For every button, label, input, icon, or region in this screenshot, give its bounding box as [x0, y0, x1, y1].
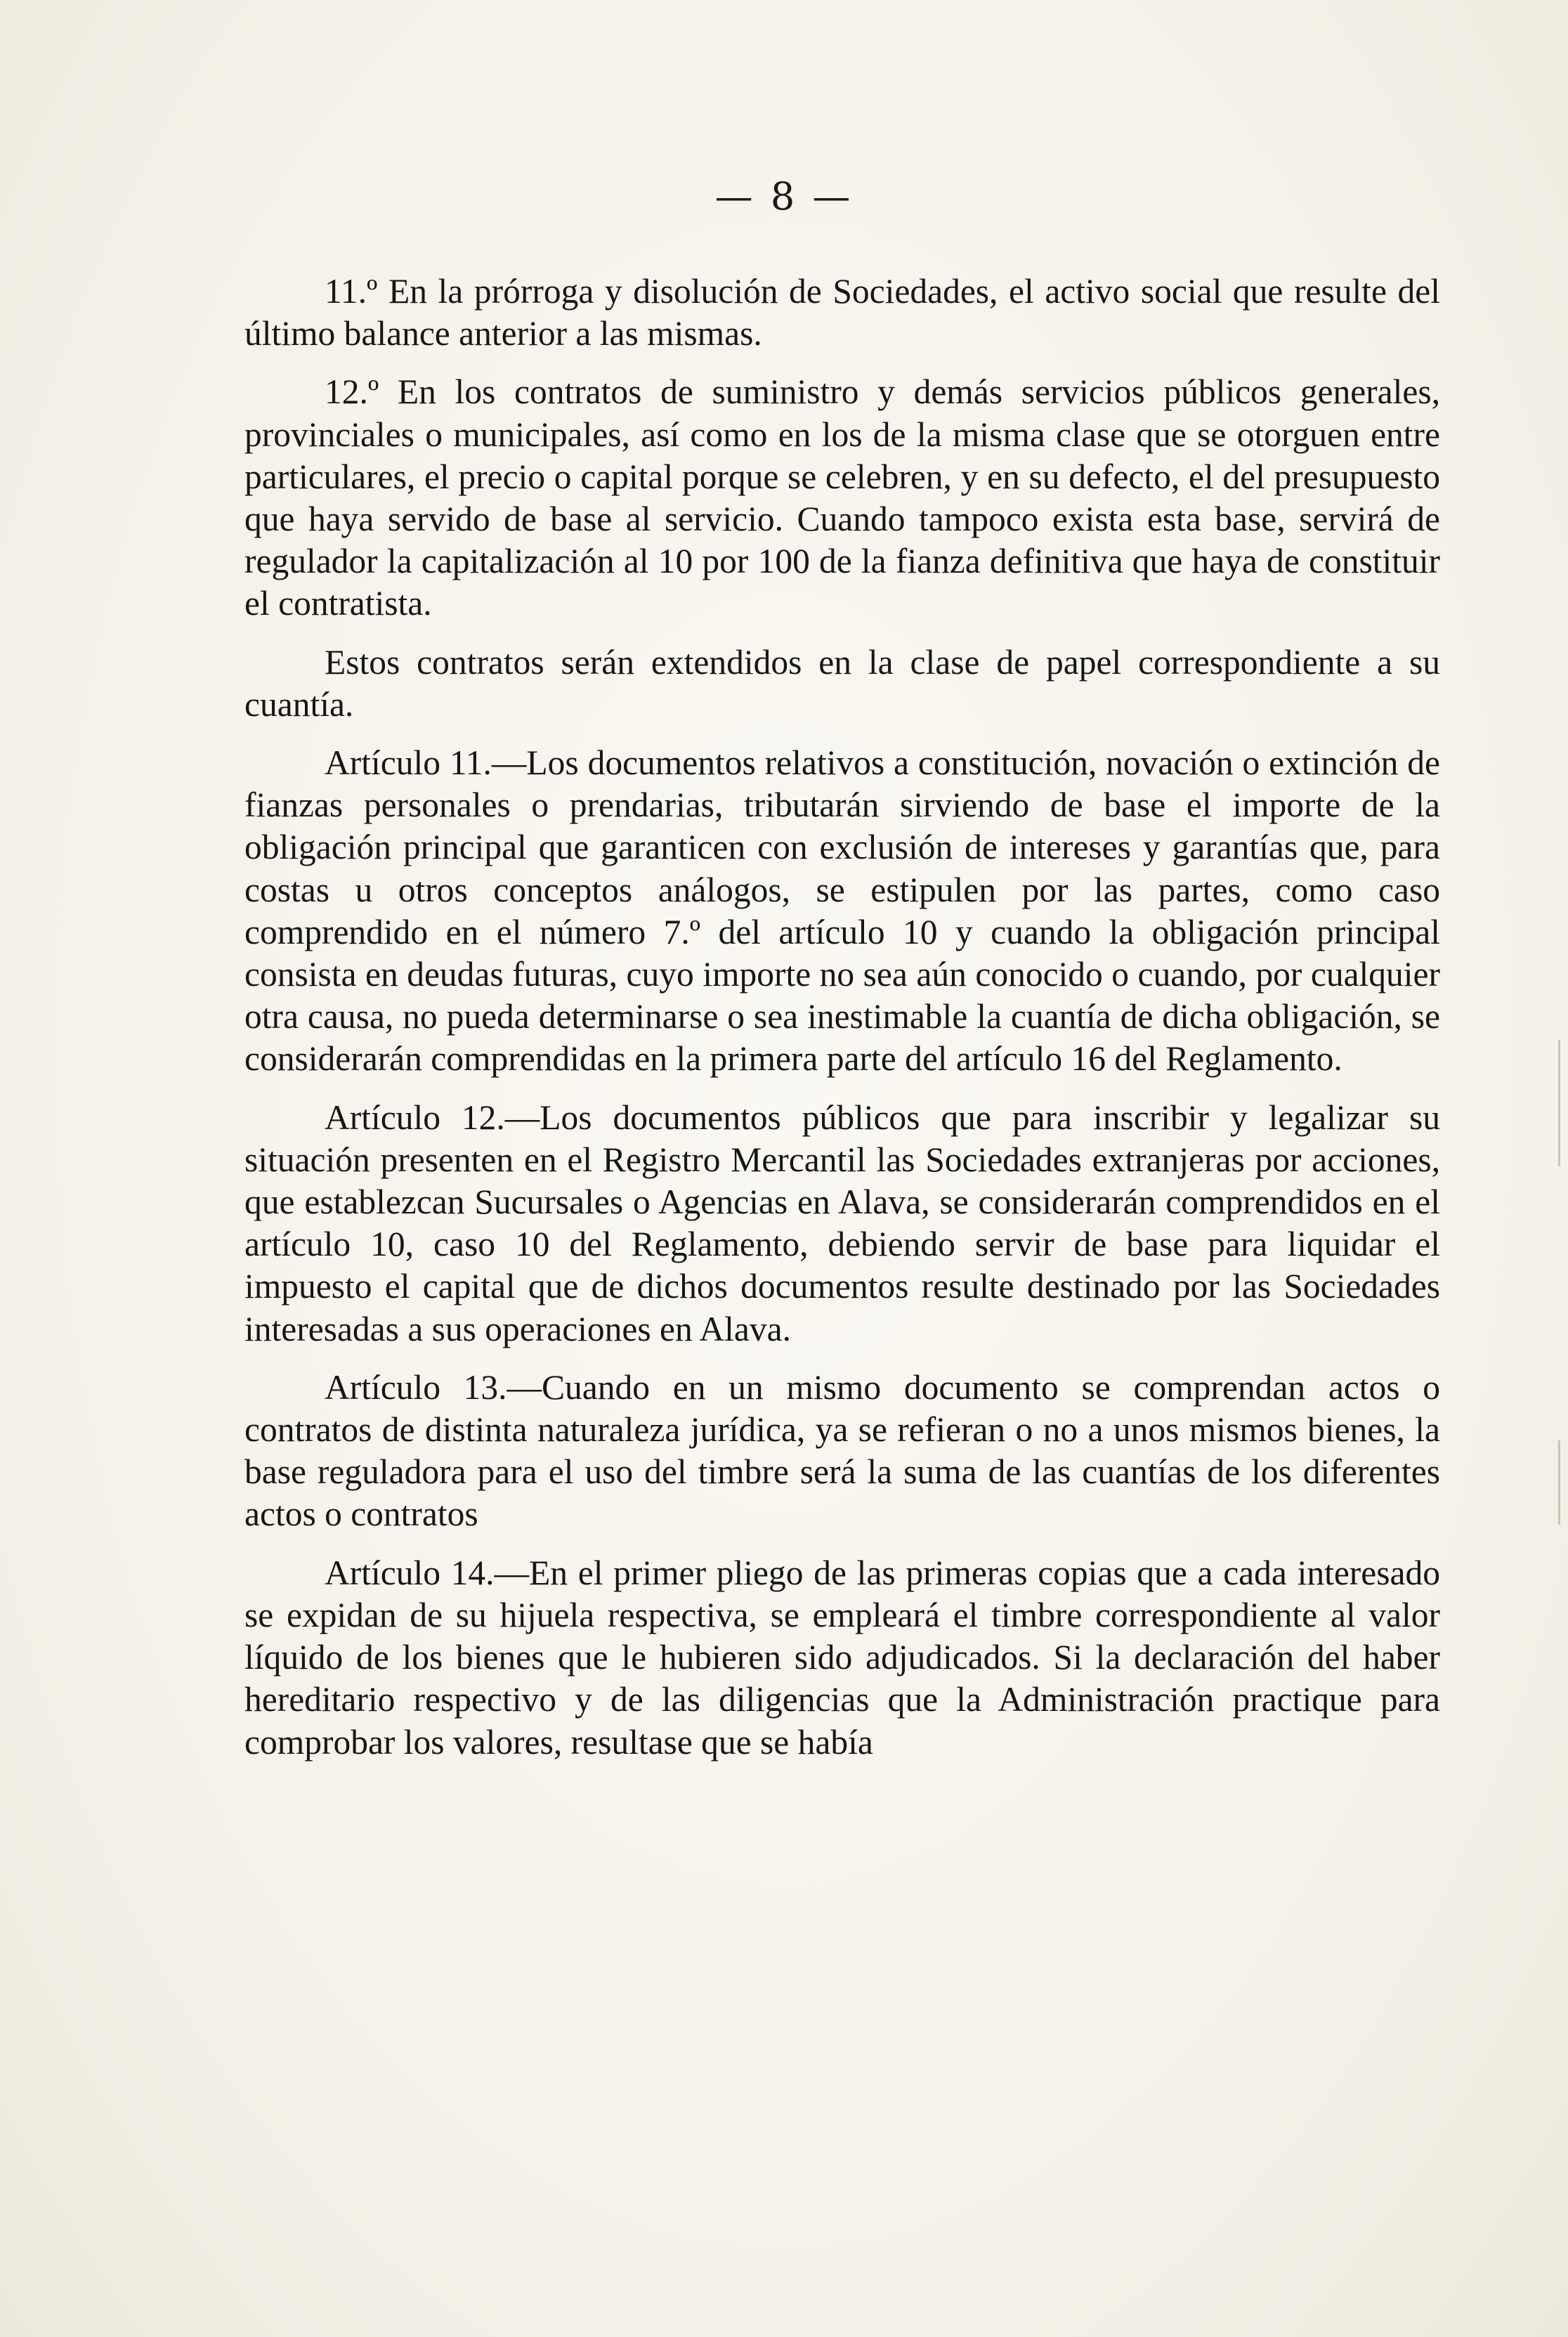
- page-edge-shadow: [1558, 1040, 1560, 1166]
- paragraph-11: 11.º En la prórroga y disolución de Sociedades, el activo social que resulte del último balance anterior a las mismas.: [244, 272, 1440, 353]
- paragraph-articulo-13: Artículo 13.—Cuando en un mismo documento se comprendan actos o contratos de distinta naturaleza jurídica, ya se refieran o no a unos mismos bienes, la base reguladora para el uso del timbre será la suma de las cuantías de los diferentes actos o contratos: [244, 1367, 1440, 1534]
- paragraph-contratos-papel: Estos contratos serán extendidos en la clase de papel correspondiente a su cuantía.: [244, 642, 1440, 724]
- paragraph-12: 12.º En los contratos de suministro y demás servicios públicos generales, provinciales o municipales, así como en los de la misma clase que se otorguen entre particulares, el precio o capital porque se celebren, y en su defecto, el del presupuesto que haya servido de base al servicio. Cuando tampoco exista esta base, servirá de regulador la capitalización al 10 por 100 de la fianza definitiva que haya de constituir el contratista.: [244, 372, 1440, 623]
- page-number: — 8 —: [714, 174, 854, 219]
- body-text: [244, 271, 1440, 1764]
- paragraph-articulo-14: Artículo 14.—En el primer pliego de las primeras copias que a cada interesado se expidan de su hijuela respectiva, se empleará el timbre correspondiente al valor líquido de los bienes que le hubieren sido adjudicados. Si la declaración del haber hereditario respectivo y de las diligencias que la Administración practique para comprobar los valores, resultase que se había: [244, 1553, 1440, 1762]
- paragraph-articulo-11: Artículo 11.—Los documentos relativos a constitución, novación o extinción de fianzas personales o prendarias, tributarán sirviendo de base el importe de la obligación principal que garanticen con exclusión de intereses y garantías que, para costas u otros conceptos análogos, se estipulen por las partes, como caso comprendido en el número 7.º del artículo 10 y cuando la obligación principal consista en deudas futuras, cuyo importe no sea aún conocido o cuando, por cualquier otra causa, no pueda determinarse o sea inestimable la cuantía de dicha obligación, se considerarán comprendidas en la primera parte del artículo 16 del Reglamento.: [244, 743, 1440, 1079]
- paragraph-articulo-12: Artículo 12.—Los documentos públicos que para inscribir y legalizar su situación presenten en el Registro Mercantil las Sociedades extranjeras por acciones, que establezcan Sucursales o Agencias en Alava, se considerarán comprendidos en el artículo 10, caso 10 del Reglamento, debiendo servir de base para liquidar el impuesto el capital que de dichos documentos resulte destinado por las Sociedades interesadas a sus operaciones en Alava.: [244, 1098, 1440, 1348]
- page-edge-shadow: [1558, 1440, 1560, 1525]
